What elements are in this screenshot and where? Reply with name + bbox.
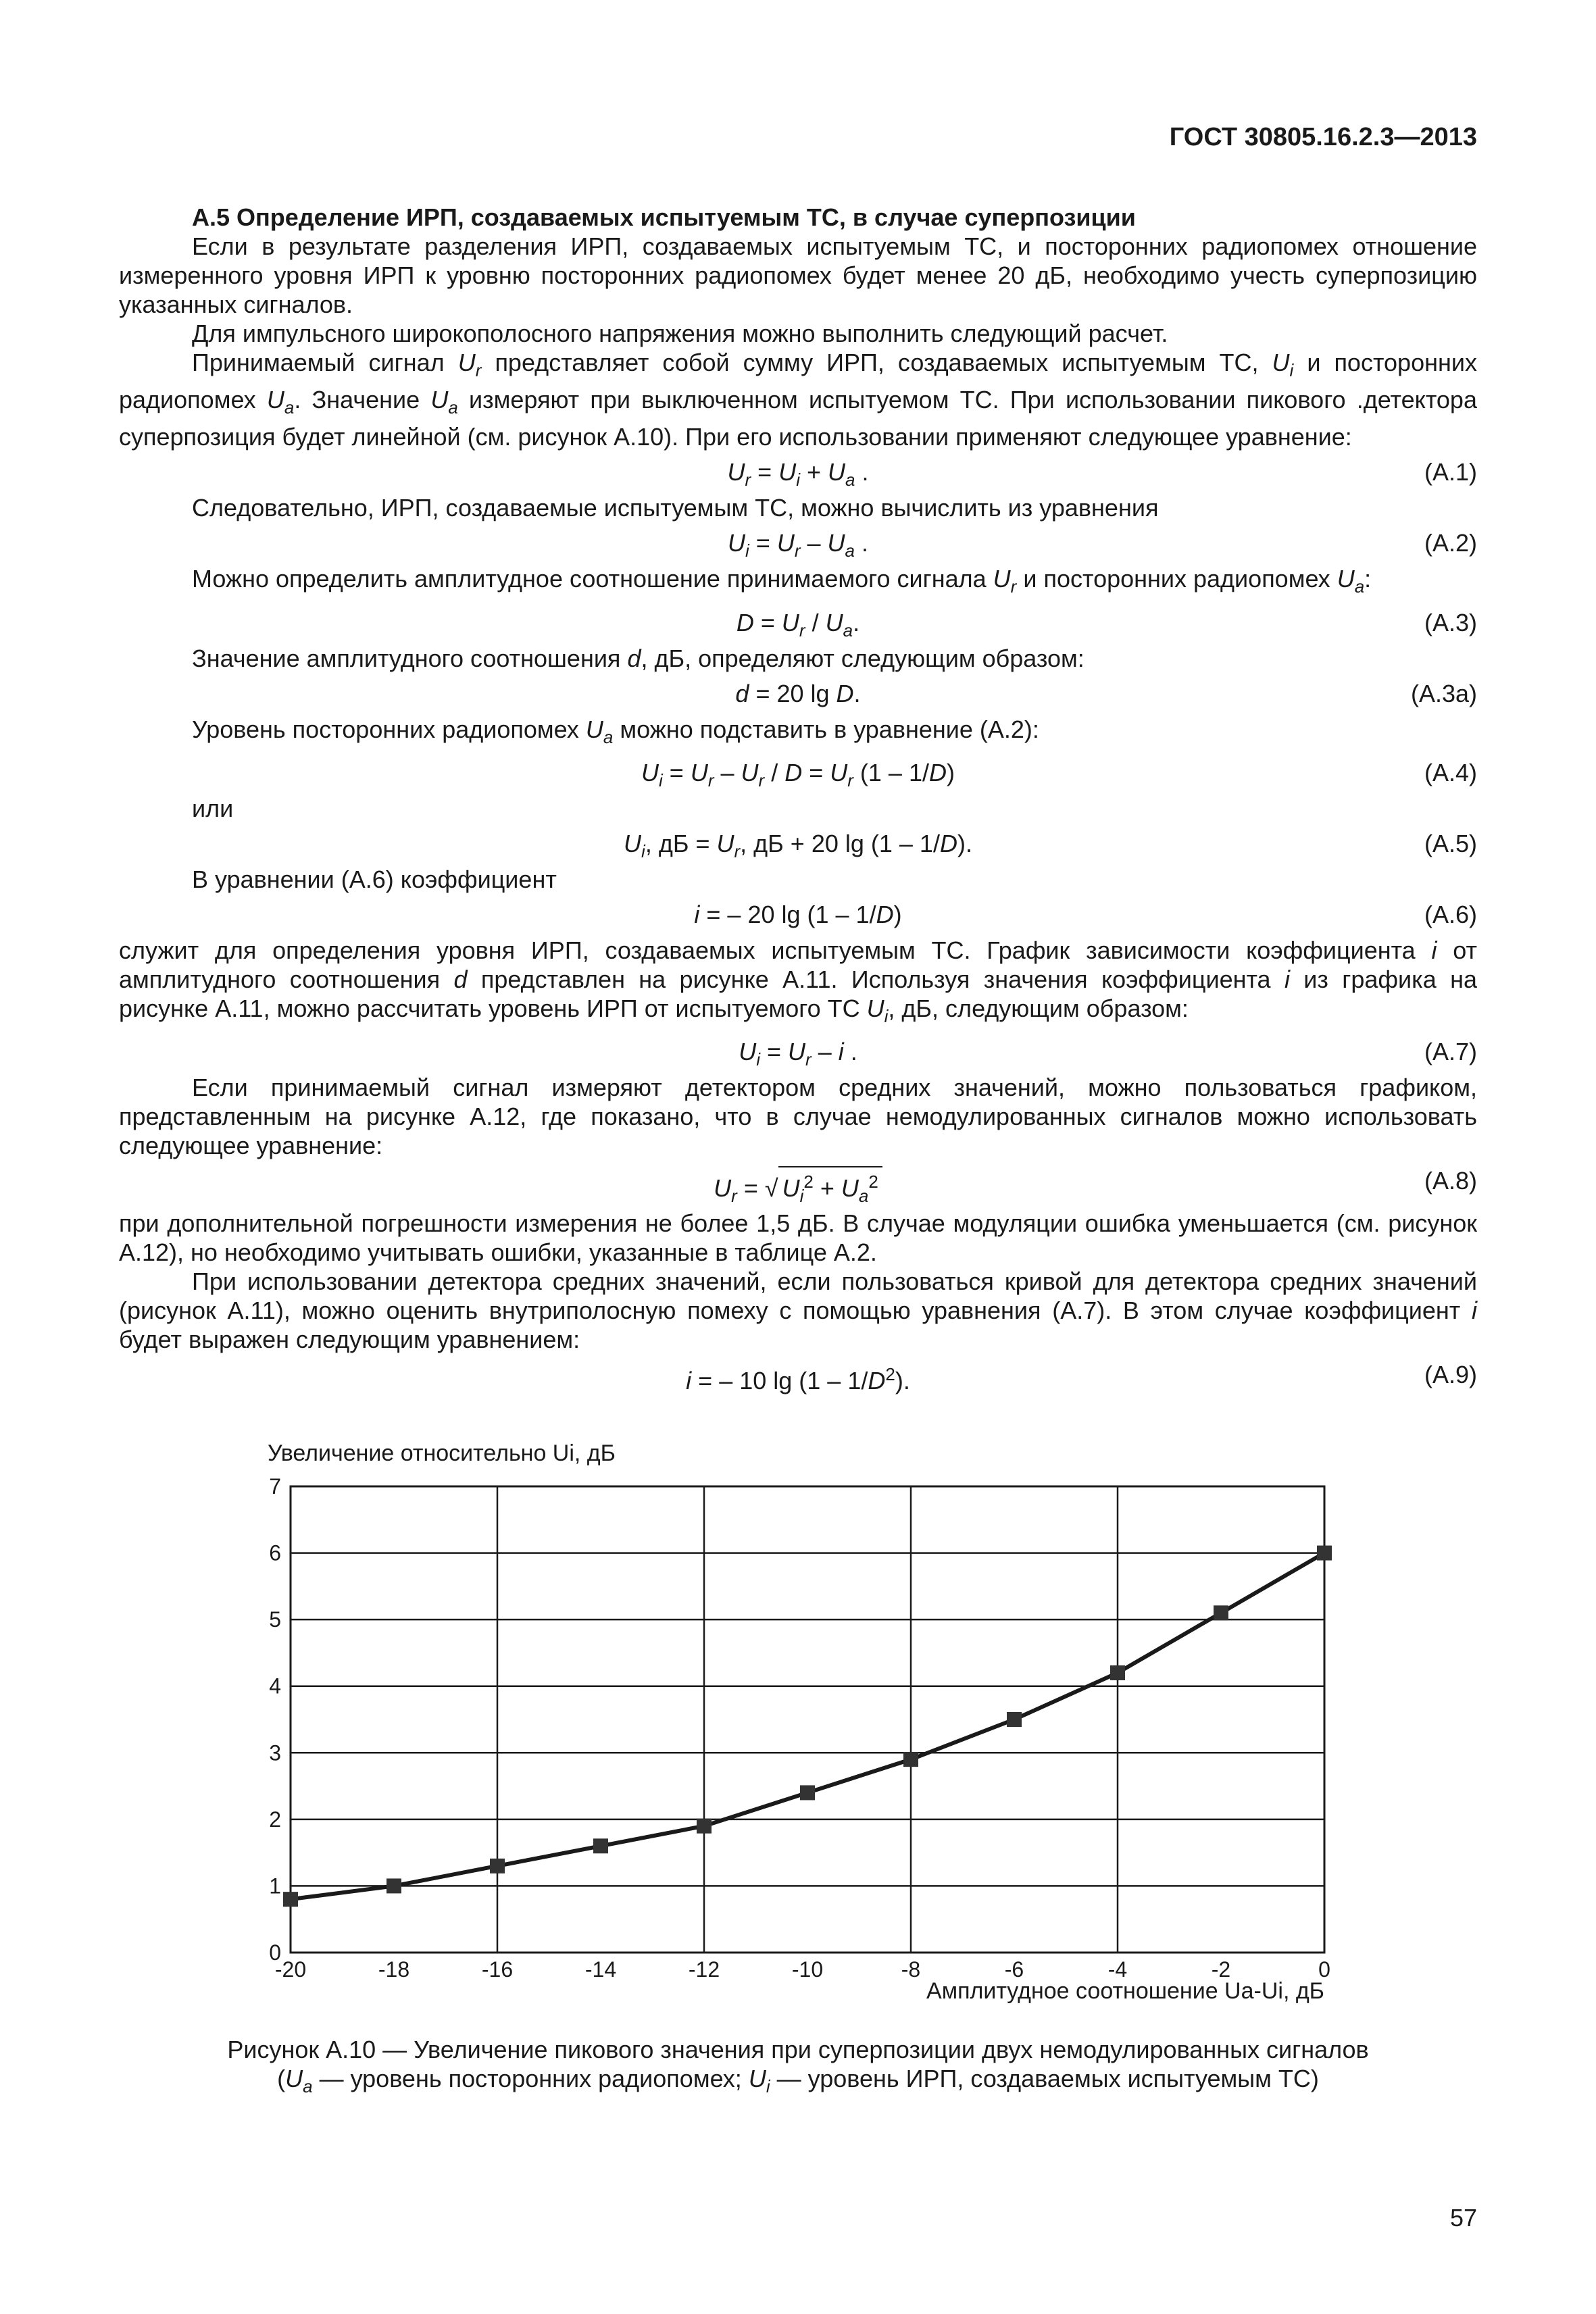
y-tick-label: 6	[269, 1540, 281, 1565]
paragraph: Если в результате разделения ИРП, создаваемых испытуемым ТС, и посторонних радиопомех отношение измеренного уровня ИРП к уровню посторонних радиопомех будет менее 20 дБ, необходимо учесть суперпозицию указанных сигналов.	[119, 232, 1477, 318]
y-tick-label: 4	[269, 1674, 281, 1699]
caption-line-2: ($U_a$ — уровень посторонних радиопомех; $U_i$ — уровень ИРП, создаваемых испытуемым ТС)	[277, 2065, 1319, 2097]
caption-line-1: Рисунок А.10 — Увеличение пикового значения при суперпозиции двух немодулированных сигналов	[227, 2036, 1369, 2063]
paragraph: служит для определения уровня ИРП, создаваемых испытуемым ТС. График зависимости коэффициента i от амплитудного соотношения d представлен на рисунке А.11. Используя значения коэффициента i из графика на рисунке А.11, можно рассчитать уровень ИРП от испытуемого ТС $U_i$, дБ, следующим образом:	[119, 936, 1477, 1026]
x-tick-label: -8	[901, 1957, 921, 1982]
equation-a3a: d = 20 lg D. (А.3а)	[735, 679, 1477, 707]
body-text	[119, 203, 1477, 1396]
equation-a6: i = – 20 lg (1 – 1/D) (А.6)	[694, 900, 1477, 928]
data-point	[1110, 1665, 1125, 1680]
x-tick-label: -2	[1211, 1957, 1231, 1982]
x-tick-label: -6	[1004, 1957, 1024, 1982]
paragraph: В уравнении (А.6) коэффициент	[192, 865, 557, 893]
equation-a4: $U_i = U_r - U_r / D = U_r$ (1 – 1/D) (А.4)	[641, 758, 1477, 790]
chart-tick-labels	[269, 1474, 1330, 1982]
data-point	[1007, 1712, 1022, 1727]
equation-a3: $D = U_r / U_a$. (А.3)	[736, 608, 1477, 640]
data-point	[386, 1878, 401, 1893]
paragraph: или	[192, 794, 234, 822]
y-tick-label: 0	[269, 1940, 281, 1965]
series-line	[291, 1553, 1324, 1900]
chart-grid	[291, 1486, 1324, 1953]
x-tick-label: -10	[791, 1957, 824, 1982]
paragraph: Уровень посторонних радиопомех $U_a$ можно подставить в уравнение (А.2):	[192, 715, 1039, 747]
equation-a8: $U_r$ = √ $U_i^2 + U_a^2$ (А.8)	[119, 1163, 1477, 1206]
series-markers	[283, 1546, 1332, 1907]
section-title: А.5 Определение ИРП, создаваемых испытуемым ТС, в случае суперпозиции	[192, 203, 1136, 231]
paragraph: Можно определить амплитудное соотношение принимаемого сигнала $U_r$ и посторонних радиопомех $U_a$:	[192, 565, 1372, 597]
x-tick-label: -16	[481, 1957, 514, 1982]
x-tick-label: -12	[688, 1957, 720, 1982]
data-point	[283, 1892, 298, 1907]
data-point	[1214, 1605, 1228, 1620]
y-tick-label: 5	[269, 1607, 281, 1632]
data-point	[1317, 1546, 1332, 1561]
figure-a10-chart	[257, 1432, 1365, 2007]
equation-a5: $U_i$, дБ = $U_r$, дБ + 20 lg (1 – 1/D). (А.5)	[624, 829, 1477, 861]
x-tick-label: -4	[1107, 1957, 1128, 1982]
x-tick-label: -14	[584, 1957, 617, 1982]
data-point	[490, 1859, 505, 1873]
equation-a2: $U_i = U_r - U_a$ . (А.2)	[728, 529, 1477, 561]
equation-a9: i = – 10 $\lg (1 - 1/D^2)$. (А.9)	[686, 1360, 1477, 1394]
paragraph: Значение амплитудного соотношения d, дБ, определяют следующим образом:	[192, 644, 1084, 672]
data-point	[593, 1838, 608, 1853]
x-tick-label: -18	[378, 1957, 410, 1982]
paragraph: Следовательно, ИРП, создаваемые испытуемым ТС, можно вычислить из уравнения	[192, 494, 1159, 522]
data-point	[697, 1819, 712, 1834]
x-axis-label: Амплитудное соотношение Ua-Ui, дБ	[926, 1978, 1324, 2004]
x-tick-label: 0	[1318, 1957, 1330, 1982]
paragraph: Если принимаемый сигнал измеряют детектором средних значений, можно пользоваться графиком, представленным на рисунке А.12, где показано, что в случае немодулированных сигналов можно использовать следующее уравнение:	[119, 1073, 1477, 1159]
y-tick-label: 2	[269, 1807, 281, 1832]
paragraph: Принимаемый сигнал $U_r$ представляет собой сумму ИРП, создаваемых испытуемым ТС, $U_i$ и посторонних радиопомех $U_a$. Значение $U_a$ измеряют при выключенном испытуемом ТС. При использовании пикового .детектора суперпозиция будет линейной (см. рисунок А.10). При его использовании применяют следующее уравнение:	[119, 349, 1477, 451]
equation-a1: $U_r = U_i + U_a$ . (А.1)	[727, 458, 1477, 491]
data-point	[800, 1785, 815, 1800]
y-tick-label: 1	[269, 1873, 281, 1898]
data-point	[903, 1752, 918, 1767]
paragraph: Для импульсного широкополосного напряжения можно выполнить следующий расчет.	[192, 320, 1168, 347]
plot-frame	[291, 1486, 1324, 1953]
y-axis-label: Увеличение относительно Ui, дБ	[268, 1440, 616, 1466]
page-number: 57	[1449, 2204, 1477, 2232]
figure-caption	[119, 2035, 1477, 2101]
paragraph: При использовании детектора средних значений, если пользоваться кривой для детектора средних значений (рисунок А.11), можно оценить внутриполосную помеху с помощью уравнения (А.7). В этом случае коэффициент i будет выражен следующим уравнением:	[119, 1267, 1477, 1353]
equation-a7: $U_i = U_r - i$ . (А.7)	[739, 1037, 1477, 1070]
x-tick-label: -20	[274, 1957, 307, 1982]
paragraph: при дополнительной погрешности измерения не более 1,5 дБ. В случае модуляции ошибка уменьшается (см. рисунок А.12), но необходимо учитывать ошибки, указанные в таблице А.2.	[119, 1209, 1477, 1266]
y-tick-label: 7	[269, 1474, 281, 1499]
doc-number: ГОСТ 30805.16.2.3—2013	[1169, 123, 1477, 151]
y-tick-label: 3	[269, 1740, 281, 1765]
